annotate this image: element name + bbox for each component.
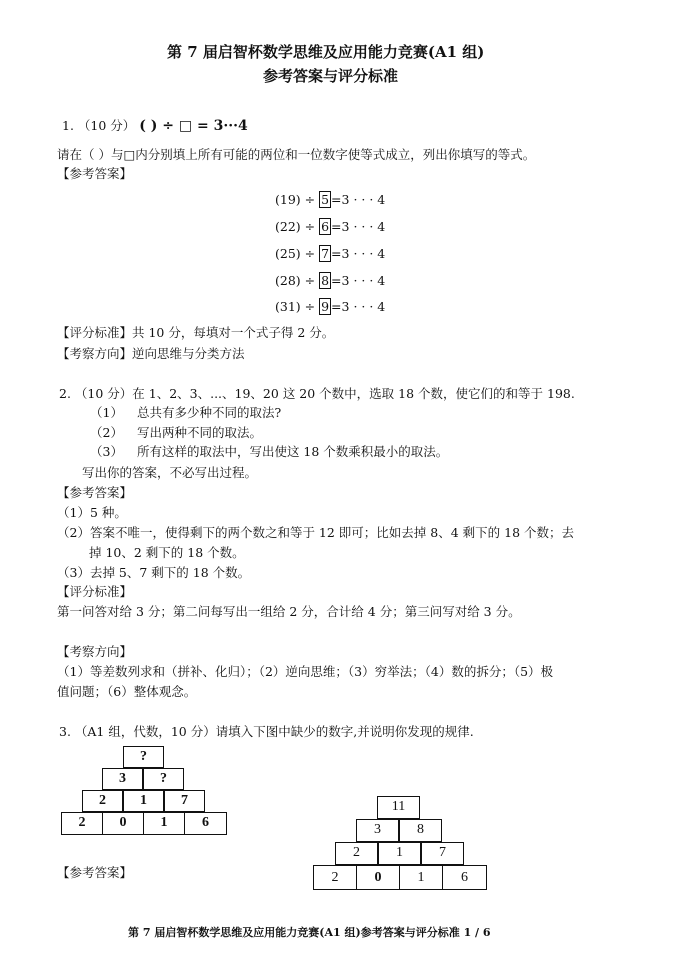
equation-divisor-box: 9 xyxy=(321,299,330,314)
equation-result: =3 · · · 4 xyxy=(331,219,386,234)
page-footer: 第 7 届启智杯数学思维及应用能力竞赛(A1 组)参考答案与评分标准 1 / 6 xyxy=(128,926,491,939)
q2-answer-3: （3）去掉 5、7 剩下的 18 个数。 xyxy=(57,565,251,580)
q1-formula: ( ) ÷ □ = 3···4 xyxy=(139,118,248,134)
equation-divisor-box: 8 xyxy=(321,273,330,288)
q2-note: 写出你的答案，不必写出过程。 xyxy=(82,465,258,480)
q2-sub3 xyxy=(90,442,448,460)
equation-divisor-box: 7 xyxy=(321,246,330,261)
q1-equation xyxy=(275,245,385,262)
pyramid-cell: 2 xyxy=(313,865,357,890)
q1-grading: 【评分标准】共 10 分，每填对一个式子得 2 分。 xyxy=(57,325,335,340)
equation-dividend: (25) ÷ xyxy=(275,246,320,261)
equation-dividend: (22) ÷ xyxy=(275,219,320,234)
page-title: 第 7 届启智杯数学思维及应用能力竞赛(A1 组) xyxy=(167,43,485,61)
q3-intro: 3. （A1 组，代数，10 分）请填入下图中缺少的数字,并说明你发现的规律. xyxy=(59,724,474,739)
q1-number: 1. xyxy=(62,118,74,133)
q2-sub2-text: 写出两种不同的取法。 xyxy=(136,425,262,440)
equation-dividend: (28) ÷ xyxy=(275,273,320,288)
equation-divisor-box: 5 xyxy=(321,192,330,207)
q2-grading: 第一问答对给 3 分；第二问每写出一组给 2 分，合计给 4 分；第三问写对给 3 分。 xyxy=(57,604,521,619)
q1-points: （10 分） xyxy=(77,118,136,133)
q2-direction-b: 值问题；（6）整体观念。 xyxy=(57,684,197,699)
pyramid-cell: 3 xyxy=(102,768,143,790)
pyramid-cell: 6 xyxy=(184,812,227,835)
q1-equation xyxy=(275,218,385,235)
pyramid-cell: 7 xyxy=(164,790,205,812)
q1-direction: 【考察方向】逆向思维与分类方法 xyxy=(57,346,245,361)
equation-result: =3 · · · 4 xyxy=(331,246,386,261)
pyramid-cell: 11 xyxy=(377,796,420,819)
q2-direction-a: （1）等差数列求和（拼补、化归）；（2）逆向思维；（3）穷举法；（4）数的拆分；（5）极 xyxy=(57,664,554,679)
pyramid-cell: 2 xyxy=(82,790,123,812)
equation-dividend: (19) ÷ xyxy=(275,192,320,207)
q2-grading-label: 【评分标准】 xyxy=(57,584,133,599)
q1-heading xyxy=(62,116,248,134)
q2-sub3-text: 所有这样的取法中，写出使这 18 个数乘积最小的取法。 xyxy=(136,444,449,459)
pyramid-cell: 7 xyxy=(421,842,464,865)
pyramid-cell: 1 xyxy=(399,865,443,890)
q2-sub2-number: （2） xyxy=(90,425,123,440)
q2-intro: 2. （10 分）在 1、2、3、...、19、20 这 20 个数中，选取 18 个数，使它们的和等于 198. xyxy=(59,386,575,401)
q1-equation xyxy=(275,298,385,315)
pyramid-cell: ? xyxy=(143,768,184,790)
pyramid-cell: 0 xyxy=(102,812,144,835)
equation-result: =3 · · · 4 xyxy=(331,273,386,288)
q1-answer-label: 【参考答案】 xyxy=(57,166,133,181)
q2-answer-2b: 掉 10、2 剩下的 18 个数。 xyxy=(89,545,245,560)
q1-equation xyxy=(275,191,385,208)
equation-result: =3 · · · 4 xyxy=(331,192,386,207)
q2-sub2 xyxy=(90,423,262,441)
equation-result: =3 · · · 4 xyxy=(331,299,386,314)
q1-equation xyxy=(275,272,385,289)
pyramid-cell: 2 xyxy=(335,842,378,865)
q2-sub1-number: （1） xyxy=(90,405,123,420)
q2-direction-label: 【考察方向】 xyxy=(57,644,133,659)
pyramid-cell: 2 xyxy=(61,812,103,835)
pyramid-cell: 3 xyxy=(356,819,399,842)
q2-sub1 xyxy=(90,403,281,421)
equation-dividend: (31) ÷ xyxy=(275,299,320,314)
q2-answer-label: 【参考答案】 xyxy=(57,485,133,500)
q1-prompt: 请在（ ）与□内分别填上所有可能的两位和一位数字使等式成立，列出你填写的等式。 xyxy=(57,147,536,162)
pyramid-cell: 6 xyxy=(442,865,487,890)
pyramid-cell: 0 xyxy=(356,865,400,890)
pyramid-cell: 1 xyxy=(123,790,164,812)
pyramid-cell: 1 xyxy=(143,812,185,835)
q2-answer-1: （1）5 种。 xyxy=(57,505,127,520)
pyramid-cell: 8 xyxy=(399,819,442,842)
pyramid-cell: 1 xyxy=(378,842,421,865)
equation-divisor-box: 6 xyxy=(321,219,330,234)
q3-answer-label: 【参考答案】 xyxy=(57,865,133,880)
q2-answer-2a: （2）答案不唯一，使得剩下的两个数之和等于 12 即可；比如去掉 8、4 剩下的 18 个数；去 xyxy=(57,525,575,540)
q2-sub3-number: （3） xyxy=(90,444,123,459)
pyramid-cell: ? xyxy=(123,746,164,768)
q2-sub1-text: 总共有多少种不同的取法? xyxy=(136,405,282,420)
page-subtitle: 参考答案与评分标准 xyxy=(263,67,399,85)
